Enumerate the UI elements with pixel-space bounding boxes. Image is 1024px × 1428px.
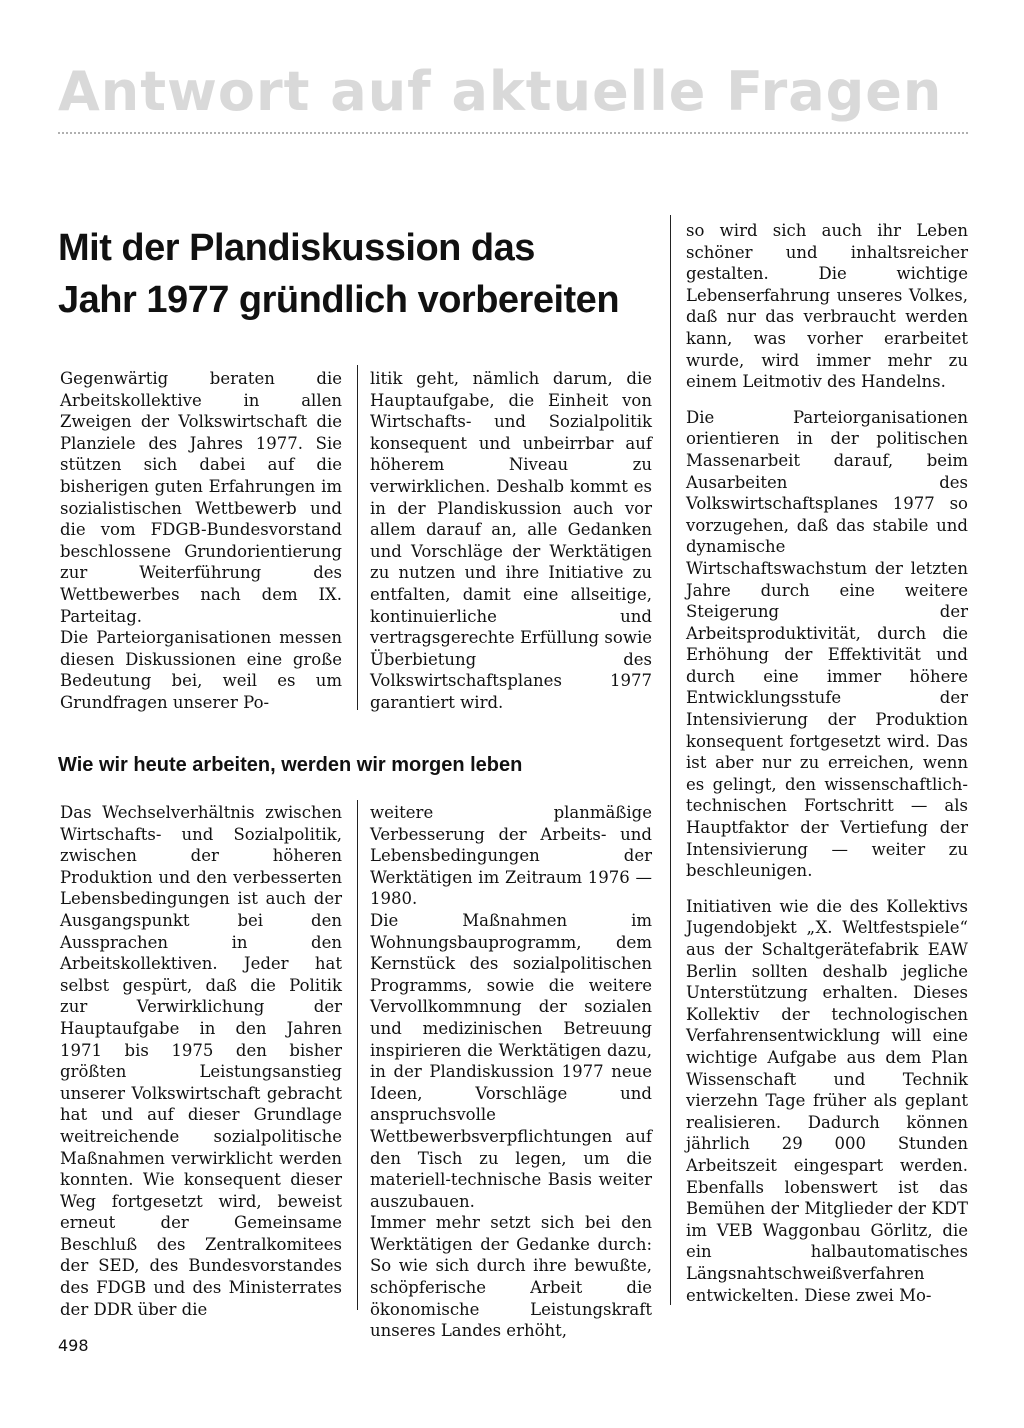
column-divider [670, 215, 671, 1305]
article-headline [58, 222, 658, 326]
paragraph: Die Parteiorganisationen orientieren in der politischen Massenarbeit darauf, beim Ausarbeiten des Volkswirtschaftsplanes 1977 so vorzugehen, daß das stabile und dynamische Wirtschaftswachstum der letzten Jahre durch eine weitere Steigerung der Arbeitsproduktivität, durch die Erhöhung der Effektivität und durch eine immer höhere Entwicklungsstufe der Intensivierung der Produktion konsequent fortgesetzt wird. Das ist aber nur zu erreichen, wenn es gelingt, den wissenschaftlich-technischen Fortschritt — als Hauptfaktor der Vertiefung der Intensivierung — weiter zu beschleunigen. [686, 407, 968, 881]
paragraph: Immer mehr setzt sich bei den Werktätigen der Gedanke durch: So wie sich durch ihre bewußte, schöpferische Arbeit die ökonomische Leistungskraft unseres Landes erhöht, [370, 1213, 652, 1341]
paragraph: Die Parteiorganisationen messen diesen Diskussionen eine große Bedeutung bei, weil es um Grundfragen unserer Po- [60, 628, 342, 712]
section-kicker: Antwort auf aktuelle Fragen [58, 60, 943, 123]
paragraph: so wird sich auch ihr Leben schöner und inhaltsreicher gestalten. Die wichtige Lebenserfahrung unseres Volkes, daß nur das verbraucht werden kann, was vorher erarbeitet wurde, wird immer mehr zu einem Leitmotiv des Handelns. [686, 221, 968, 392]
column-4 [370, 802, 652, 1342]
paragraph: litik geht, nämlich darum, die Hauptaufgabe, die Einheit von Wirtschafts- und Sozialpolitik konsequent und unbeirrbar auf höherem Niveau zu verwirklichen. Deshalb kommt es in der Plandiskussion auch vor allem darauf an, alle Gedanken und Vorschläge der Werktätigen zu nutzen und ihre Initiative zu entfalten, damit eine allseitige, kontinuierliche und vertragsgerechte Erfüllung sowie Überbietung des Volkswirtschaftsplanes 1977 garantiert wird. [370, 369, 652, 712]
headline-line-1: Mit der Plandiskussion das [58, 227, 535, 269]
column-3 [60, 802, 342, 1320]
column-divider [357, 365, 358, 710]
paragraph: Das Wechselverhältnis zwischen Wirtschafts- und Sozialpolitik, zwischen der höheren Produktion und den verbesserten Lebensbedingungen ist auch der Ausgangspunkt bei den Aussprachen in den Arbeitskollektiven. Jeder hat selbst gespürt, daß die Politik zur Verwirklichung der Hauptaufgabe in den Jahren 1971 bis 1975 den bisher größten Leistungsanstieg unserer Volkswirtschaft gebracht hat und auf dieser Grundlage weitreichende sozialpolitische Maßnahmen verwirklicht werden konnten. Wie konsequent dieser Weg fortgesetzt wird, beweist erneut der Gemeinsame Beschluß des Zentralkomitees der SED, des Bundesvorstandes des FDGB und des Ministerrates der DDR über die [60, 803, 342, 1319]
paragraph: weitere planmäßige Verbesserung der Arbeits- und Lebensbedingungen der Werktätigen im Zeitraum 1976 — 1980. [370, 803, 652, 909]
headline-line-2: Jahr 1977 gründlich vorbereiten [58, 279, 620, 321]
subheading: Wie wir heute arbeiten, werden wir morgen leben [58, 754, 523, 776]
page-number: 498 [58, 1336, 89, 1355]
column-1 [60, 368, 342, 714]
paragraph: Initiativen wie die des Kollektivs Jugendobjekt „X. Weltfestspiele“ aus der Schaltgerätefabrik EAW Berlin sollten deshalb jegliche Unterstützung erhalten. Dieses Kollektiv der technologischen Verfahrensentwicklung will eine wichtige Aufgabe aus dem Plan Wissenschaft und Technik vierzehn Tage früher als geplant realisieren. Dadurch können jährlich 29 000 Stunden Arbeitszeit eingespart werden. Ebenfalls lobenswert ist das Bemühen der Mitglieder der KDT im VEB Waggonbau Görlitz, die ein halbautomatisches Längsnahtschweißverfahren entwickelten. Diese zwei Mo- [686, 896, 968, 1305]
column-divider [357, 800, 358, 1310]
paragraph: Gegenwärtig beraten die Arbeitskollektive in allen Zweigen der Volkswirtschaft die Planziele des Jahres 1977. Sie stützen sich dabei auf die bisherigen guten Erfahrungen im sozialistischen Wettbewerb und die vom FDGB-Bundesvorstand beschlossene Grundorientierung zur Weiterführung des Wettbewerbes nach dem IX. Parteitag. [60, 369, 342, 626]
column-5 [686, 220, 968, 1306]
column-2 [370, 368, 652, 714]
paragraph: Die Maßnahmen im Wohnungsbauprogramm, dem Kernstück des sozialpolitischen Programms, sowie die weitere Vervollkommnung der sozialen und medizinischen Betreuung inspirieren die Werktätigen dazu, in der Plandiskussion 1977 neue Ideen, Vorschläge und anspruchsvolle Wettbewerbsverpflichtungen auf den Tisch zu legen, um die materiell-technische Basis weiter auszubauen. [370, 910, 652, 1211]
kicker-rule [58, 132, 968, 134]
